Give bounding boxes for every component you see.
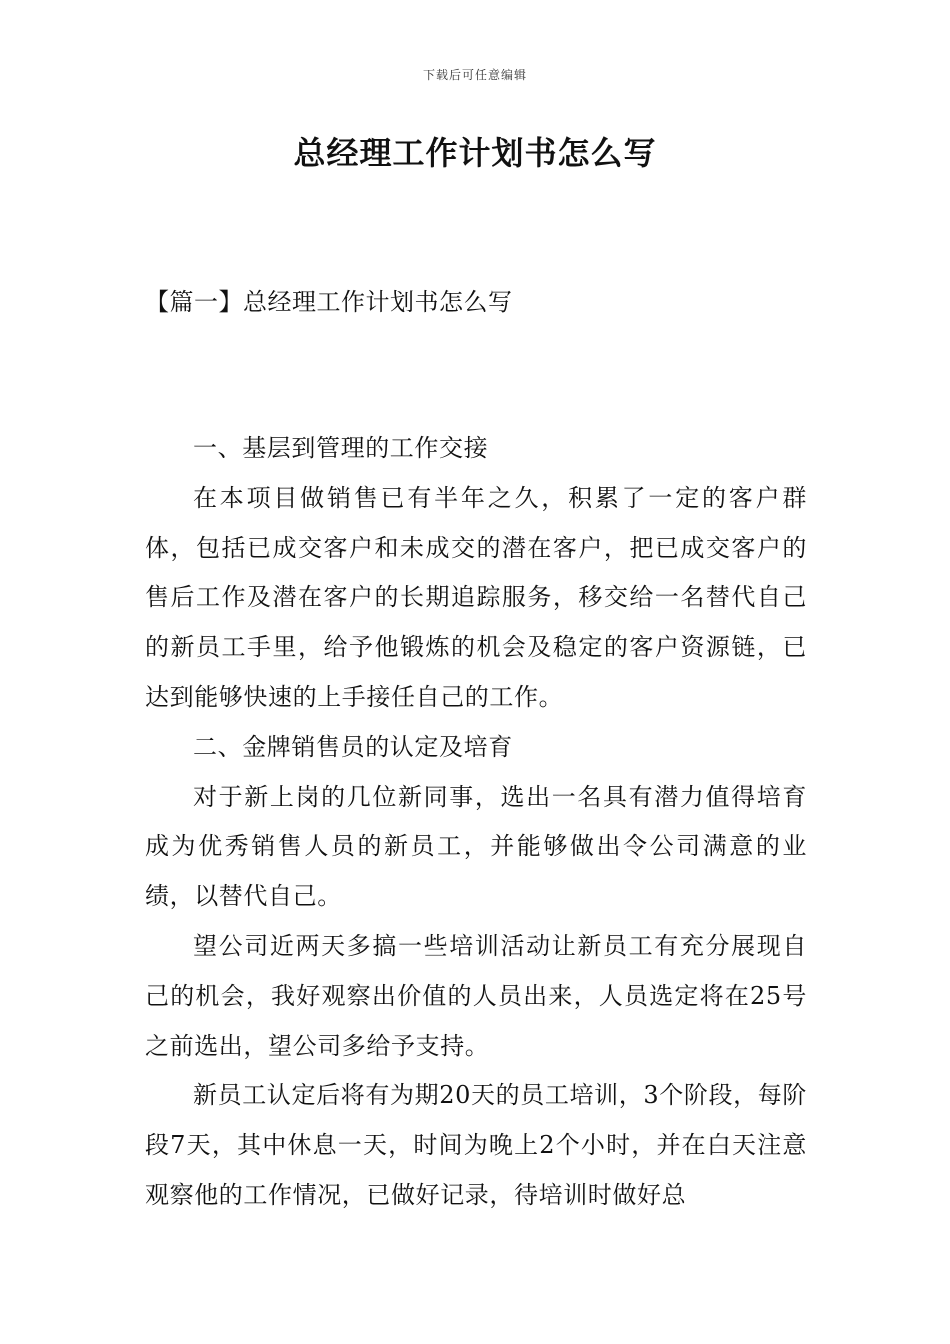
paragraph-2: 对于新上岗的几位新同事，选出一名具有潜力值得培育成为优秀销售人员的新员工，并能够做出令公司满意的业绩，以替代自己。 bbox=[145, 782, 807, 911]
document-title: 总经理工作计划书怎么写 bbox=[293, 134, 657, 172]
paragraph-4: 新员工认定后将有为期20天的员工培训，3个阶段，每阶段7天，其中休息一天，时间为晚上2个小时，并在白天注意观察他的工作情况，已做好记录，待培训时做好总 bbox=[145, 1081, 807, 1209]
document-body bbox=[145, 424, 807, 1221]
subheading-1: 一、基层到管理的工作交接 bbox=[193, 434, 489, 462]
section-heading: 【篇一】总经理工作计划书怎么写 bbox=[145, 288, 513, 316]
paragraph-1: 在本项目做销售已有半年之久，积累了一定的客户群体，包括已成交客户和未成交的潜在客户，把已成交客户的售后工作及潜在客户的长期追踪服务，移交给一名替代自己的新员工手里，给予他锻炼的机会及稳定的客户资源链，已达到能够快速的上手接任自己的工作。 bbox=[145, 483, 807, 711]
subheading-2: 二、金牌销售员的认定及培育 bbox=[193, 732, 513, 761]
paragraph-3: 望公司近两天多搞一些培训活动让新员工有充分展现自己的机会，我好观察出价值的人员出来，人员选定将在25号之前选出，望公司多给予支持。 bbox=[145, 931, 807, 1060]
header-note: 下载后可任意编辑 bbox=[422, 68, 527, 82]
